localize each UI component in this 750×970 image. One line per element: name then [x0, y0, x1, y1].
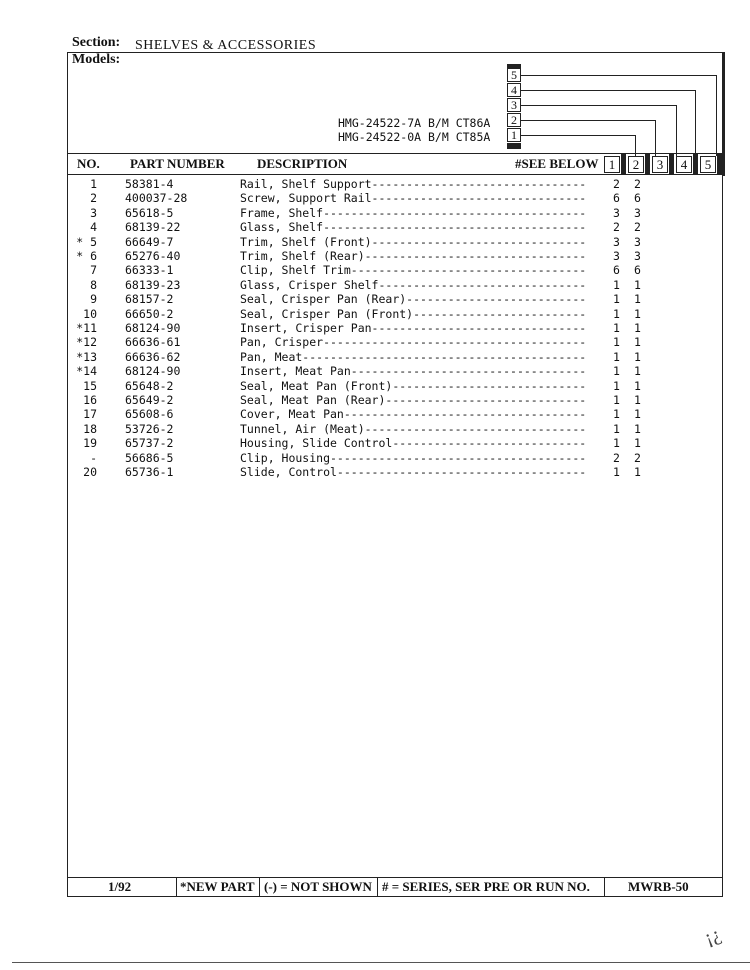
- row-part-number: 65736-1: [125, 465, 174, 479]
- row-qty-series-2: 6: [634, 191, 641, 206]
- series-column-header-2: 2: [628, 156, 644, 173]
- connector-line: [521, 135, 636, 136]
- row-item-number: 4: [90, 220, 97, 235]
- row-qty-series-2: 6: [634, 263, 641, 278]
- row-qty-series-2: 1: [634, 349, 641, 364]
- series-index-marker: [507, 143, 521, 149]
- footer-not-shown-legend: (-) = NOT SHOWN: [264, 879, 372, 894]
- row-qty-series-1: 1: [613, 335, 620, 350]
- series-column-divider: [717, 154, 722, 174]
- row-part-number: 68139-22: [125, 220, 181, 235]
- column-header-no: NO.: [77, 156, 100, 171]
- row-item-number: 9: [90, 292, 97, 307]
- series-column-divider: [645, 154, 650, 174]
- row-description: Insert, Meat Pan----------------------------------: [240, 364, 587, 379]
- row-qty-series-2: 3: [634, 234, 641, 249]
- row-item-number: 7: [90, 263, 97, 278]
- row-qty-series-1: 1: [613, 465, 620, 479]
- row-qty-series-1: 2: [613, 450, 620, 465]
- row-qty-series-1: 1: [613, 277, 620, 292]
- footer-series-legend: # = SERIES, SER PRE OR RUN NO.: [382, 879, 590, 894]
- row-part-number: 53726-2: [125, 421, 174, 436]
- row-qty-series-1: 1: [613, 378, 620, 393]
- footer-date: 1/92: [108, 879, 132, 894]
- series-index-box-1: 1: [507, 128, 521, 142]
- row-item-number: 3: [90, 205, 97, 220]
- row-qty-series-1: 3: [613, 234, 620, 249]
- row-part-number: 400037-28: [125, 191, 188, 206]
- footer-rule: [67, 877, 723, 878]
- row-qty-series-1: 1: [613, 436, 620, 451]
- section-title: SHELVES & ACCESSORIES: [135, 38, 317, 53]
- row-part-number: 65618-5: [125, 205, 174, 220]
- row-qty-series-1: 3: [613, 205, 620, 220]
- series-column-header-4: 4: [676, 156, 692, 173]
- table-header-rule: [67, 174, 723, 175]
- series-index-box-2: 2: [507, 113, 521, 127]
- row-part-number: 68124-90: [125, 364, 181, 379]
- row-qty-series-2: 2: [634, 177, 641, 191]
- row-description: Glass, Shelf--------------------------------------: [240, 220, 587, 235]
- row-part-number: 65648-2: [125, 378, 174, 393]
- footer-new-part-legend: *NEW PART: [180, 879, 255, 894]
- series-column-divider: [621, 154, 626, 174]
- connector-line: [676, 105, 677, 156]
- series-column-header-5: 5: [700, 156, 716, 173]
- row-item-number: *11: [76, 321, 97, 335]
- row-item-number: 17: [83, 407, 97, 422]
- row-item-number: *13: [76, 349, 97, 364]
- row-item-number: 18: [83, 421, 97, 436]
- row-item-number: 1: [90, 177, 97, 191]
- column-header-description: DESCRIPTION: [257, 156, 348, 171]
- row-qty-series-2: 1: [634, 465, 641, 479]
- row-qty-series-2: 2: [634, 220, 641, 235]
- connector-line: [716, 75, 717, 156]
- row-item-number: 20: [83, 465, 97, 479]
- footer-divider: [176, 877, 177, 897]
- row-qty-series-2: 1: [634, 321, 641, 335]
- footer-divider: [604, 877, 605, 897]
- row-part-number: 68124-90: [125, 321, 181, 335]
- series-index-box-3: 3: [507, 98, 521, 112]
- models-label: Models:: [72, 52, 121, 67]
- row-qty-series-1: 6: [613, 191, 620, 206]
- row-item-number: 10: [83, 306, 97, 321]
- column-header-part-number: PART NUMBER: [130, 156, 225, 171]
- row-description: Clip, Shelf Trim----------------------------------: [240, 263, 587, 278]
- connector-line: [521, 90, 696, 91]
- footer-page-code: MWRB-50: [628, 879, 689, 894]
- row-description: Cover, Meat Pan-----------------------------------: [240, 407, 587, 422]
- row-qty-series-1: 3: [613, 249, 620, 263]
- row-item-number: 15: [83, 378, 97, 393]
- row-part-number: 66636-62: [125, 349, 181, 364]
- frame-right-border: [722, 52, 725, 176]
- connector-line: [521, 75, 717, 76]
- row-item-number: 2: [90, 191, 97, 206]
- row-description: Clip, Housing-------------------------------------: [240, 450, 587, 465]
- row-qty-series-2: 1: [634, 277, 641, 292]
- row-description: Trim, Shelf (Front)-------------------------------: [240, 234, 587, 249]
- row-qty-series-1: 6: [613, 263, 620, 278]
- row-qty-series-2: 1: [634, 306, 641, 321]
- row-description: Screw, Support Rail-------------------------------: [240, 191, 587, 206]
- row-description: Housing, Slide Control----------------------------: [240, 436, 587, 451]
- row-item-number: * 6: [76, 249, 97, 263]
- row-description: Insert, Crisper Pan-------------------------------: [240, 321, 587, 335]
- row-part-number: 66650-2: [125, 306, 174, 321]
- row-qty-series-2: 1: [634, 364, 641, 379]
- row-qty-series-2: 1: [634, 436, 641, 451]
- row-qty-series-2: 1: [634, 407, 641, 422]
- row-item-number: * 5: [76, 234, 97, 249]
- connector-line: [521, 120, 656, 121]
- row-qty-series-1: 1: [613, 407, 620, 422]
- row-description: Tunnel, Air (Meat)--------------------------------: [240, 421, 587, 436]
- row-description: Seal, Meat Pan (Front)----------------------------: [240, 378, 587, 393]
- row-description: Pan, Crisper--------------------------------------: [240, 335, 587, 350]
- row-item-number: 19: [83, 436, 97, 451]
- row-qty-series-2: 1: [634, 378, 641, 393]
- row-description: Glass, Crisper Shelf------------------------------: [240, 277, 587, 292]
- row-description: Rail, Shelf Support-------------------------------: [240, 177, 587, 191]
- row-part-number: 56686-5: [125, 450, 174, 465]
- connector-line: [655, 120, 656, 156]
- series-column-header-3: 3: [652, 156, 668, 173]
- row-qty-series-1: 1: [613, 292, 620, 307]
- row-part-number: 68157-2: [125, 292, 174, 307]
- row-part-number: 65649-2: [125, 393, 174, 407]
- row-qty-series-2: 1: [634, 421, 641, 436]
- row-qty-series-2: 1: [634, 335, 641, 350]
- row-qty-series-1: 1: [613, 364, 620, 379]
- handwritten-mark: ¡¿: [701, 923, 724, 950]
- row-description: Seal, Crisper Pan (Front)-------------------------: [240, 306, 587, 321]
- row-qty-series-1: 2: [613, 177, 620, 191]
- section-label: Section:: [72, 35, 121, 50]
- row-item-number: *14: [76, 364, 97, 379]
- row-description: Trim, Shelf (Rear)--------------------------------: [240, 249, 587, 263]
- row-qty-series-1: 1: [613, 421, 620, 436]
- row-part-number: 65608-6: [125, 407, 174, 422]
- footer-divider: [377, 877, 378, 897]
- row-part-number: 66636-61: [125, 335, 181, 350]
- row-qty-series-2: 3: [634, 249, 641, 263]
- connector-line: [521, 105, 677, 106]
- series-index-box-4: 4: [507, 83, 521, 97]
- row-qty-series-2: 1: [634, 393, 641, 407]
- model-line: HMG-24522-0A B/M CT85A: [338, 130, 491, 144]
- row-part-number: 65737-2: [125, 436, 174, 451]
- row-description: Seal, Crisper Pan (Rear)--------------------------: [240, 292, 587, 307]
- series-index-box-5: 5: [507, 68, 521, 82]
- row-part-number: 66333-1: [125, 263, 174, 278]
- row-description: Seal, Meat Pan (Rear)-----------------------------: [240, 393, 587, 407]
- row-qty-series-2: 3: [634, 205, 641, 220]
- row-qty-series-1: 1: [613, 393, 620, 407]
- row-item-number: *12: [76, 335, 97, 350]
- row-part-number: 66649-7: [125, 234, 174, 249]
- row-part-number: 68139-23: [125, 277, 181, 292]
- row-description: Frame, Shelf--------------------------------------: [240, 205, 587, 220]
- column-header-see-below: #SEE BELOW: [515, 156, 599, 171]
- row-qty-series-2: 2: [634, 450, 641, 465]
- row-qty-series-2: 1: [634, 292, 641, 307]
- connector-line: [695, 90, 696, 156]
- row-part-number: 58381-4: [125, 177, 174, 191]
- row-qty-series-1: 1: [613, 321, 620, 335]
- footer-divider: [259, 877, 260, 897]
- row-qty-series-1: 2: [613, 220, 620, 235]
- row-part-number: 65276-40: [125, 249, 181, 263]
- row-item-number: 16: [83, 393, 97, 407]
- series-column-divider: [669, 154, 674, 174]
- row-qty-series-1: 1: [613, 349, 620, 364]
- series-column-header-1: 1: [604, 156, 620, 173]
- row-description: Slide, Control------------------------------------: [240, 465, 587, 479]
- row-description: Pan, Meat-----------------------------------------: [240, 349, 587, 364]
- row-item-number: 8: [90, 277, 97, 292]
- row-qty-series-1: 1: [613, 306, 620, 321]
- page-bottom-line: [12, 962, 750, 963]
- series-column-divider: [693, 154, 698, 174]
- model-line: HMG-24522-7A B/M CT86A: [338, 116, 491, 130]
- row-item-number: -: [90, 450, 97, 465]
